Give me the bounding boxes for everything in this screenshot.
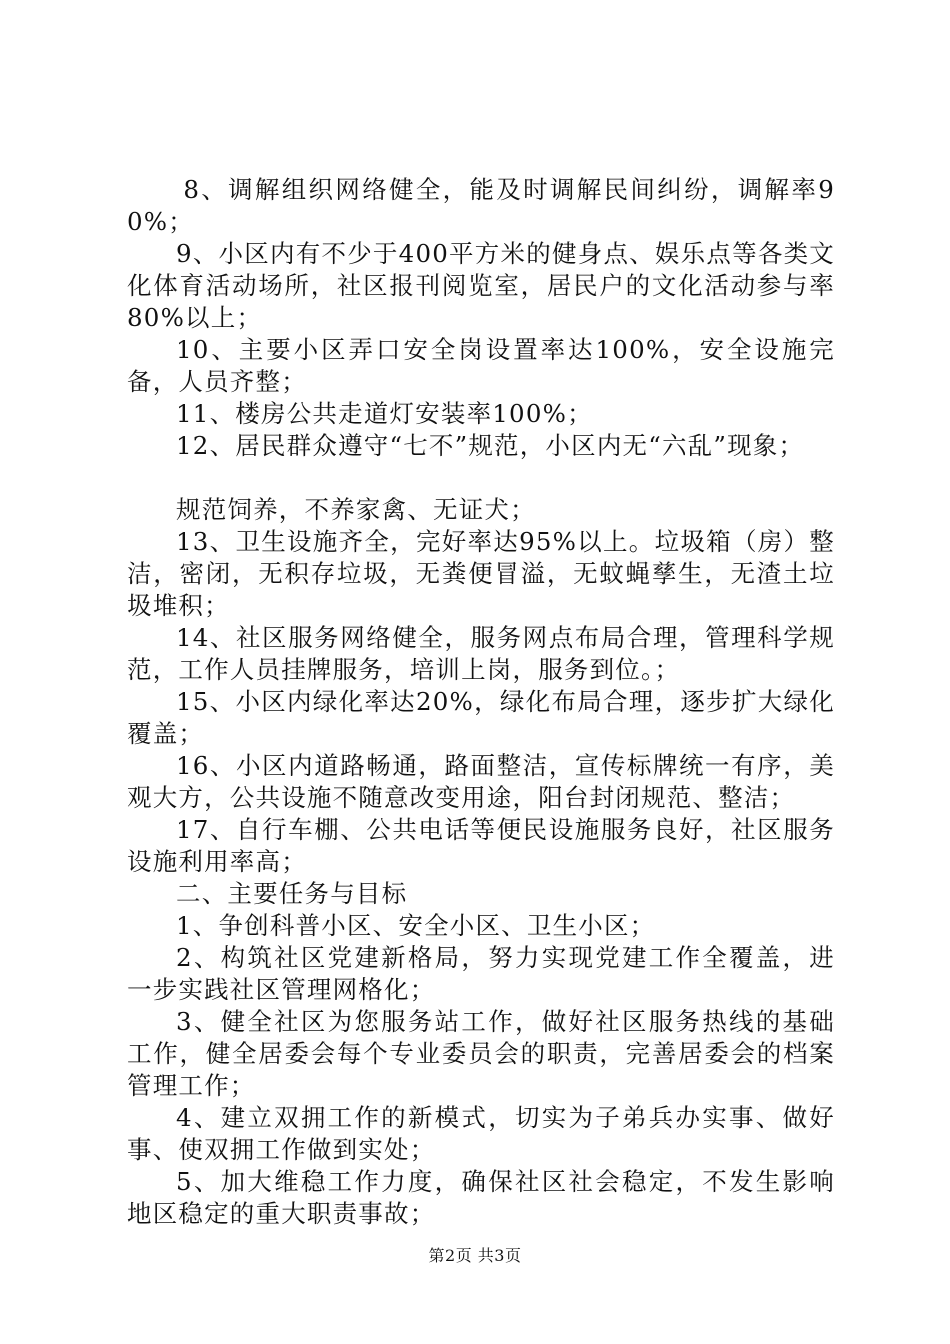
paragraph-item-15: 15、小区内绿化率达20%，绿化布局合理，逐步扩大绿化覆盖；: [127, 687, 835, 748]
document-body: [127, 174, 835, 1230]
task-item-5: 5、加大维稳工作力度，确保社区社会稳定，不发生影响地区稳定的重大职责事故；: [127, 1167, 835, 1228]
paragraph-item-16: 16、小区内道路畅通，路面整洁，宣传标牌统一有序，美观大方，公共设施不随意改变用途，阳台封闭规范、整洁；: [127, 751, 835, 812]
paragraph-item-9: 9、小区内有不少于400平方米的健身点、娱乐点等各类文化体育活动场所，社区报刊阅览室，居民户的文化活动参与率80%以上；: [127, 239, 835, 332]
paragraph-item-17: 17、自行车棚、公共电话等便民设施服务良好，社区服务设施利用率高；: [127, 815, 835, 876]
paragraph-item-13: 13、卫生设施齐全，完好率达95%以上。垃圾箱（房）整洁，密闭，无积存垃圾，无粪便冒溢，无蚊蝇孳生，无渣土垃圾堆积；: [127, 527, 835, 620]
paragraph-item-11: 11、楼房公共走道灯安装率100%；: [176, 399, 593, 428]
paragraph-item-10: 10、主要小区弄口安全岗设置率达100%，安全设施完备，人员齐整；: [127, 335, 835, 396]
page-number-footer: 第2页 共3页: [428, 1246, 522, 1265]
paragraph-item-14: 14、社区服务网络健全，服务网点布局合理，管理科学规范，工作人员挂牌服务，培训上岗，服务到位。；: [127, 623, 835, 684]
task-item-3: 3、健全社区为您服务站工作，做好社区服务热线的基础工作，健全居委会每个专业委员会的职责，完善居委会的档案管理工作；: [127, 1007, 835, 1100]
paragraph-item-12-continued: 规范饲养，不养家禽、无证犬；: [176, 495, 536, 524]
task-item-2: 2、构筑社区党建新格局，努力实现党建工作全覆盖，进一步实践社区管理网格化；: [127, 943, 835, 1004]
task-item-4: 4、建立双拥工作的新模式，切实为子弟兵办实事、做好事、使双拥工作做到实处；: [127, 1103, 835, 1164]
paragraph-item-12: 12、居民群众遵守“七不”规范，小区内无“六乱”现象；: [176, 431, 805, 460]
paragraph-item-8: 8、调解组织网络健全，能及时调解民间纠纷，调解率90%；: [127, 175, 835, 236]
task-item-1: 1、争创科普小区、安全小区、卫生小区；: [176, 911, 656, 940]
section-heading: 二、主要任务与目标: [176, 879, 408, 908]
